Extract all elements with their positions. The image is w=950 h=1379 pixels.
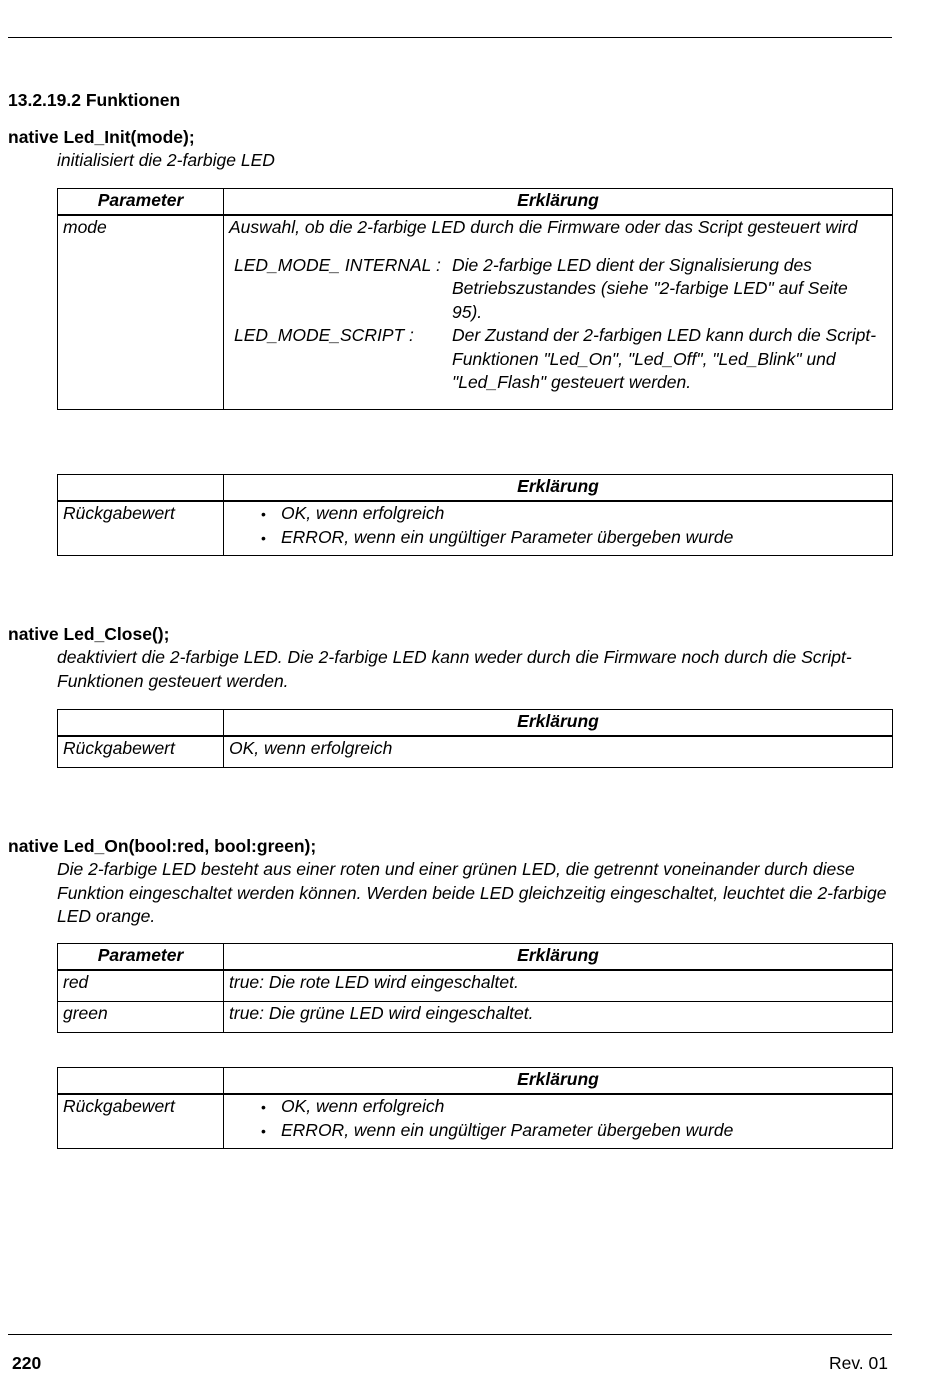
section-title: 13.2.19.2 Funktionen (8, 90, 181, 110)
mode-options-table (229, 254, 887, 395)
return-label: Rückgabewert (58, 501, 224, 556)
function-description-led-close: deaktiviert die 2-farbige LED. Die 2-farbige LED kann weder durch die Firmware noch durch die Script-Funktionen gesteuert werden. (57, 647, 852, 691)
header-rule (8, 37, 892, 38)
table-header-erklaerung: Erklärung (224, 944, 893, 971)
table-header-erklaerung: Erklärung (224, 710, 893, 737)
function-description-led-on: Die 2-farbige LED besteht aus einer roten und einer grünen LED, die getrennt voneinander durch diese Funktion eingeschaltet werden können. Werden beide LED gleichzeitig eingeschaltet, leuchtet die 2-farbige LED orange. (57, 859, 887, 926)
return-table-led-close (57, 709, 893, 768)
return-label: Rückgabewert (58, 1094, 224, 1149)
table-header-parameter: Parameter (58, 189, 224, 216)
mode-option-value: Der Zustand der 2-farbigen LED kann durch die Script-Funktionen "Led_On", "Led_Off", "Led_Blink" und "Led_Flash" gesteuert werden. (452, 325, 877, 392)
revision-label: Rev. 01 (828, 1353, 888, 1373)
function-signature-led-close: native Led_Close(); (8, 624, 170, 644)
param-name: green (58, 1002, 224, 1033)
param-explanation (224, 215, 893, 409)
list-item: • ERROR, wenn ein ungültiger Parameter übergeben wurde (281, 1119, 887, 1143)
return-table-led-init (57, 474, 893, 556)
mode-option-row (229, 324, 887, 395)
table-header-parameter: Parameter (58, 944, 224, 971)
return-list (229, 502, 887, 555)
param-table-led-init (57, 188, 893, 410)
param-name: mode (58, 215, 224, 409)
param-explanation: true: Die rote LED wird eingeschaltet. (224, 970, 893, 1002)
list-item: • ERROR, wenn ein ungültiger Parameter übergeben wurde (281, 526, 887, 550)
function-signature-led-init: native Led_Init(mode); (8, 127, 195, 147)
table-row (58, 736, 893, 768)
return-explanation (224, 1094, 893, 1149)
mode-option-key: LED_MODE_SCRIPT : (234, 325, 414, 345)
table-row (58, 215, 893, 409)
return-table-led-on (57, 1067, 893, 1149)
mode-option-key: LED_MODE_ INTERNAL : (234, 254, 441, 275)
table-row (58, 1094, 893, 1149)
page-number: 220 (12, 1353, 42, 1373)
table-header-empty (58, 1068, 224, 1095)
param-text: Auswahl, ob die 2-farbige LED durch die Firmware oder das Script gesteuert wird (229, 217, 858, 237)
param-explanation: true: Die grüne LED wird eingeschaltet. (224, 1002, 893, 1033)
param-table-led-on (57, 943, 893, 1033)
list-item: • OK, wenn erfolgreich (281, 1095, 887, 1119)
mode-option-value: Die 2-farbige LED dient der Signalisierung des Betriebszustandes (siehe "2-farbige LED" auf Seite 95). (452, 254, 848, 322)
table-header-erklaerung: Erklärung (224, 475, 893, 502)
table-header-empty (58, 710, 224, 737)
list-item: • OK, wenn erfolgreich (281, 502, 887, 526)
return-explanation (224, 501, 893, 556)
table-header-empty (58, 475, 224, 502)
function-signature-led-on: native Led_On(bool:red, bool:green); (8, 836, 317, 856)
function-description-led-init: initialisiert die 2-farbige LED (57, 150, 275, 170)
return-explanation: OK, wenn erfolgreich (224, 736, 893, 768)
return-list (229, 1095, 887, 1148)
return-label: Rückgabewert (58, 736, 224, 768)
table-row (58, 1002, 893, 1033)
footer-rule (8, 1334, 892, 1335)
param-name: red (58, 970, 224, 1002)
mode-option-row (229, 254, 887, 325)
table-header-erklaerung: Erklärung (224, 1068, 893, 1095)
table-row (58, 970, 893, 1002)
table-header-erklaerung: Erklärung (224, 189, 893, 216)
table-row (58, 501, 893, 556)
